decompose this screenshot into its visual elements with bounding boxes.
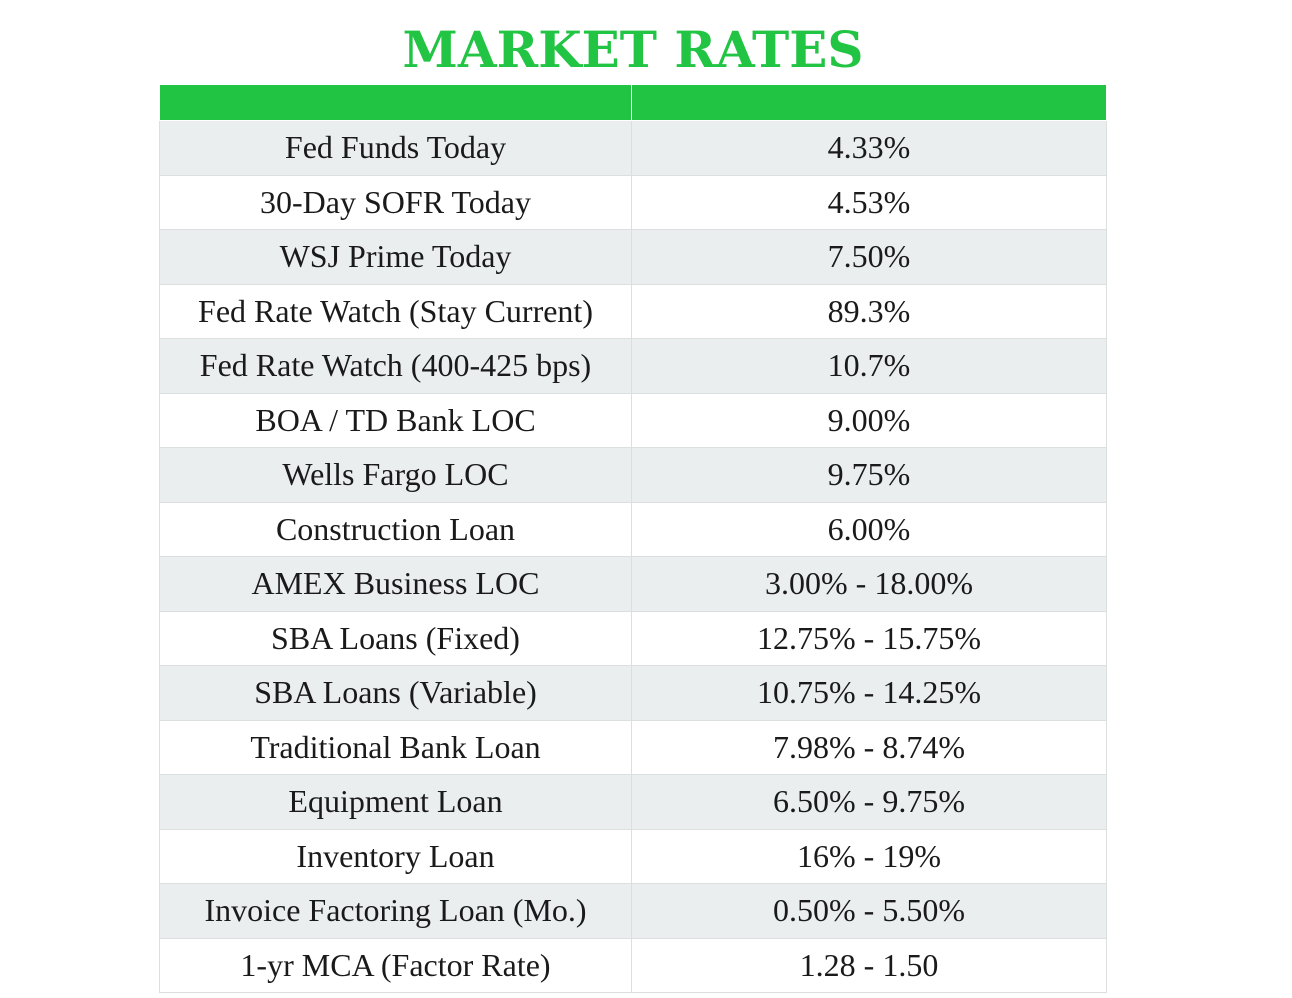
table-row xyxy=(160,284,1107,339)
rate-label: Traditional Bank Loan xyxy=(160,720,632,775)
rate-label: SBA Loans (Fixed) xyxy=(160,611,632,666)
rate-value: 4.33% xyxy=(632,121,1107,176)
rate-value: 7.50% xyxy=(632,230,1107,285)
table-row xyxy=(160,611,1107,666)
rate-label: Equipment Loan xyxy=(160,775,632,830)
header-cell-label xyxy=(160,85,632,121)
table-row xyxy=(160,884,1107,939)
rate-label: 30-Day SOFR Today xyxy=(160,175,632,230)
table-row xyxy=(160,666,1107,721)
rate-label: Invoice Factoring Loan (Mo.) xyxy=(160,884,632,939)
rate-value: 4.53% xyxy=(632,175,1107,230)
rate-label: Wells Fargo LOC xyxy=(160,448,632,503)
rate-label: Fed Funds Today xyxy=(160,121,632,176)
table-row xyxy=(160,720,1107,775)
rate-value: 0.50% - 5.50% xyxy=(632,884,1107,939)
rate-label: Fed Rate Watch (Stay Current) xyxy=(160,284,632,339)
rate-value: 7.98% - 8.74% xyxy=(632,720,1107,775)
rate-label: Inventory Loan xyxy=(160,829,632,884)
table-row xyxy=(160,175,1107,230)
rate-label: 1-yr MCA (Factor Rate) xyxy=(160,938,632,993)
rate-value: 6.00% xyxy=(632,502,1107,557)
rate-value: 3.00% - 18.00% xyxy=(632,557,1107,612)
rate-value: 6.50% - 9.75% xyxy=(632,775,1107,830)
table-row xyxy=(160,938,1107,993)
table-row xyxy=(160,502,1107,557)
table-row xyxy=(160,230,1107,285)
table-row xyxy=(160,448,1107,503)
rate-value: 12.75% - 15.75% xyxy=(632,611,1107,666)
rate-label: Construction Loan xyxy=(160,502,632,557)
table-row xyxy=(160,339,1107,394)
table-row xyxy=(160,393,1107,448)
page-title: MARKET RATES xyxy=(402,20,864,79)
rate-label: WSJ Prime Today xyxy=(160,230,632,285)
rate-value: 89.3% xyxy=(632,284,1107,339)
rate-value: 10.7% xyxy=(632,339,1107,394)
rate-label: Fed Rate Watch (400-425 bps) xyxy=(160,339,632,394)
rate-value: 9.00% xyxy=(632,393,1107,448)
table-row xyxy=(160,557,1107,612)
rate-label: BOA / TD Bank LOC xyxy=(160,393,632,448)
rate-value: 9.75% xyxy=(632,448,1107,503)
rate-label: SBA Loans (Variable) xyxy=(160,666,632,721)
rate-value: 16% - 19% xyxy=(632,829,1107,884)
table-row xyxy=(160,829,1107,884)
table-row xyxy=(160,121,1107,176)
rate-value: 10.75% - 14.25% xyxy=(632,666,1107,721)
header-cell-value xyxy=(632,85,1107,121)
table-row xyxy=(160,775,1107,830)
table-header-row xyxy=(160,85,1107,121)
rate-label: AMEX Business LOC xyxy=(160,557,632,612)
rate-value: 1.28 - 1.50 xyxy=(632,938,1107,993)
market-rates-table xyxy=(159,85,1107,993)
table-body xyxy=(160,121,1107,993)
